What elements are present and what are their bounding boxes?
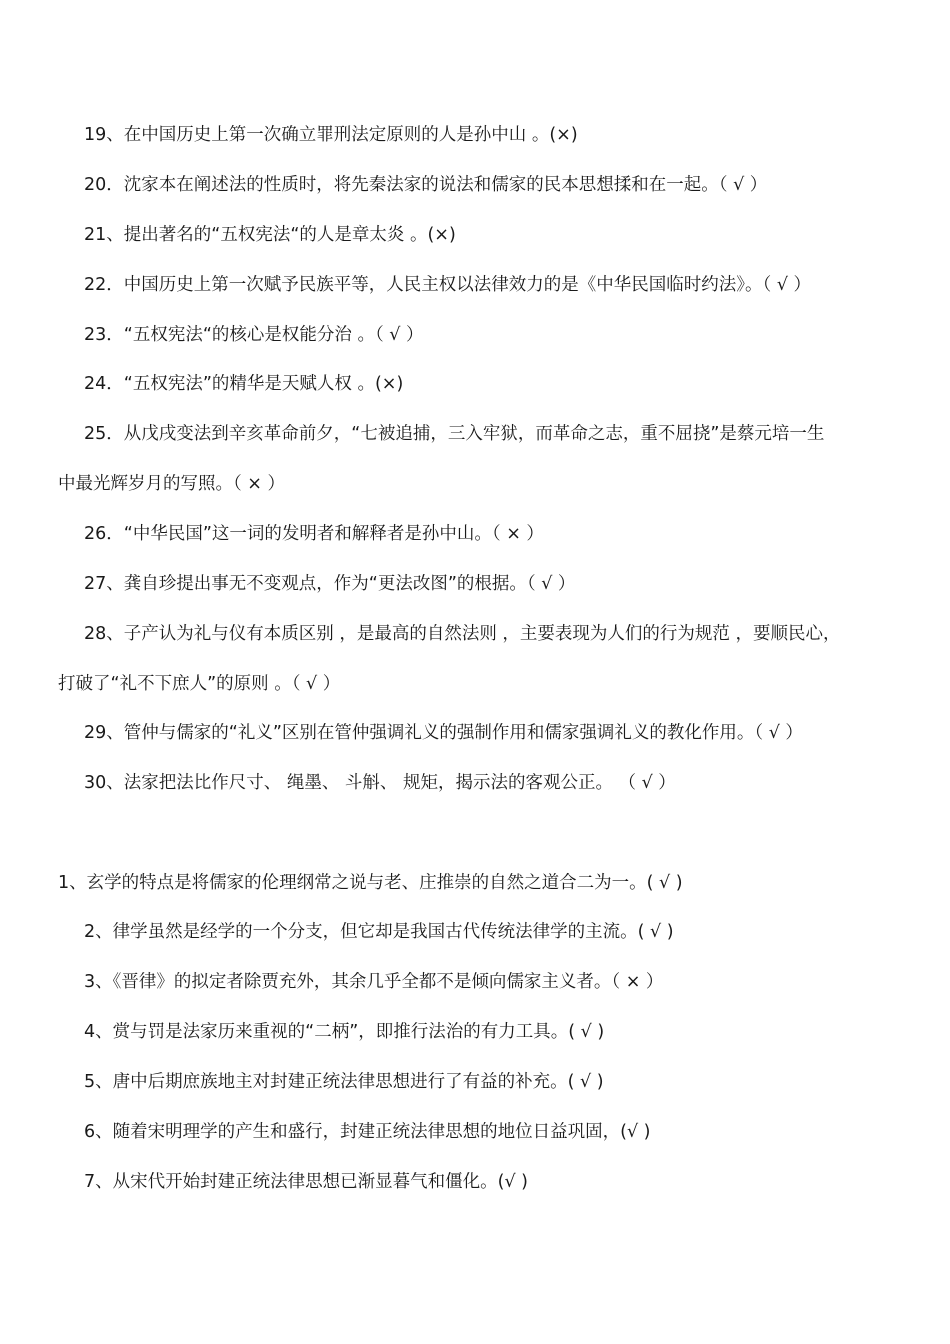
statement-1: 1、玄学的特点是将儒家的伦理纲常之说与老、庄推崇的自然之道合二为一。( √ )	[58, 873, 683, 893]
statement-3: 3、《晋律》的拟定者除贾充外，其余几乎全都不是倾向儒家主义者。（ × ）	[84, 972, 664, 992]
question-27: 27、龚自珍提出事无不变观点，作为“更法改图”的根据。（ √ ）	[84, 574, 576, 594]
question-22: 22．中国历史上第一次赋予民族平等，人民主权以法律效力的是《中华民国临时约法》。（ √ ）	[84, 275, 812, 295]
statement-5: 5、唐中后期庶族地主对封建正统法律思想进行了有益的补充。( √ )	[84, 1072, 604, 1092]
question-29: 29、管仲与儒家的“礼义”区别在管仲强调礼义的强制作用和儒家强调礼义的教化作用。（ √ ）	[84, 723, 803, 743]
question-23: 23．“五权宪法“的核心是权能分治 。（ √ ）	[84, 325, 424, 345]
question-21: 21、提出著名的“五权宪法“的人是章太炎 。(×)	[84, 225, 456, 245]
question-25-line-1: 25．从戊戌变法到辛亥革命前夕，“七被追捕，三入牢狱，而革命之志，重不屈挠”是蔡元培一生	[84, 424, 825, 444]
statement-6: 6、随着宋明理学的产生和盛行，封建正统法律思想的地位日益巩固，(√ )	[84, 1122, 651, 1142]
question-26: 26．“中华民国”这一词的发明者和解释者是孙中山。（ × ）	[84, 524, 544, 544]
question-20: 20．沈家本在阐述法的性质时，将先秦法家的说法和儒家的民本思想揉和在一起。（ √ ）	[84, 175, 768, 195]
question-24: 24．“五权宪法”的精华是天赋人权 。(×)	[84, 374, 404, 394]
question-30: 30、法家把法比作尺寸、 绳墨、 斗斛、 规矩，揭示法的客观公正。 （ √ ）	[84, 773, 676, 793]
question-19: 19、在中国历史上第一次确立罪刑法定原则的人是孙中山 。(×)	[84, 125, 578, 145]
statement-4: 4、赏与罚是法家历来重视的“二柄”，即推行法治的有力工具。( √ )	[84, 1022, 605, 1042]
question-28-line-2: 打破了“礼不下庶人”的原则 。（ √ ）	[58, 674, 341, 694]
question-25-line-2: 中最光辉岁月的写照。（ × ）	[58, 474, 286, 494]
statement-7: 7、从宋代开始封建正统法律思想已渐显暮气和僵化。(√ )	[84, 1172, 529, 1192]
statement-2: 2、律学虽然是经学的一个分支，但它却是我国古代传统法律学的主流。( √ )	[84, 922, 674, 942]
question-28-line-1: 28、子产认为礼与仪有本质区别 ，是最高的自然法则 ，主要表现为人们的行为规范 ，要顺民心，	[84, 624, 841, 644]
